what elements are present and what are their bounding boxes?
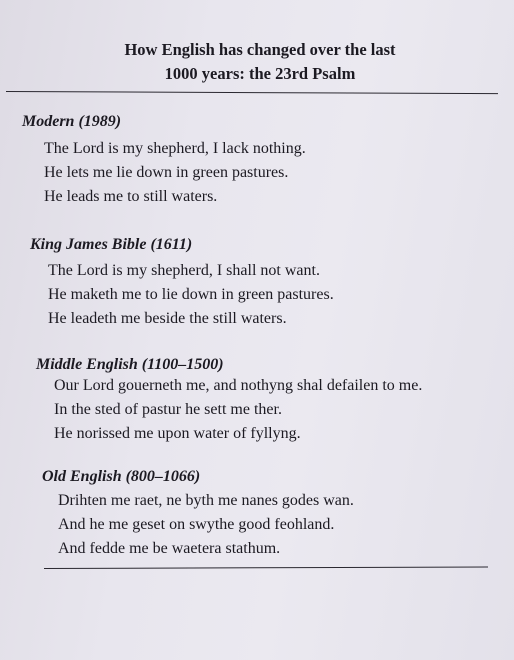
section-line: He maketh me to lie down in green pastures.: [48, 286, 334, 303]
section-line: Drihten me raet, ne byth me nanes godes wan.: [58, 492, 354, 509]
page-title-line-2: 1000 years: the 23rd Psalm: [164, 64, 356, 83]
section-line: The Lord is my shepherd, I lack nothing.: [44, 140, 306, 157]
section-line: Our Lord gouerneth me, and nothyng shal defailen to me.: [54, 377, 423, 394]
section-line: He norissed me upon water of fyllyng.: [54, 425, 301, 442]
section-heading-modern: Modern (1989): [22, 113, 122, 130]
section-line: In the sted of pastur he sett me ther.: [54, 401, 282, 418]
top-divider: [6, 91, 498, 94]
section-line: He lets me lie down in green pastures.: [44, 164, 289, 181]
section-heading-old-english: Old English (800–1066): [42, 468, 201, 485]
page-title-line-1: How English has changed over the last: [124, 40, 396, 59]
section-line: He leads me to still waters.: [44, 188, 218, 205]
section-heading-middle-english: Middle English (1100–1500): [36, 356, 224, 373]
section-heading-king-james: King James Bible (1611): [30, 236, 193, 253]
section-line: The Lord is my shepherd, I shall not want.: [48, 262, 320, 279]
section-line: And fedde me be waetera stathum.: [58, 540, 281, 557]
section-line: He leadeth me beside the still waters.: [48, 310, 287, 327]
section-line: And he me geset on swythe good feohland.: [58, 516, 335, 533]
bottom-divider: [44, 566, 488, 569]
